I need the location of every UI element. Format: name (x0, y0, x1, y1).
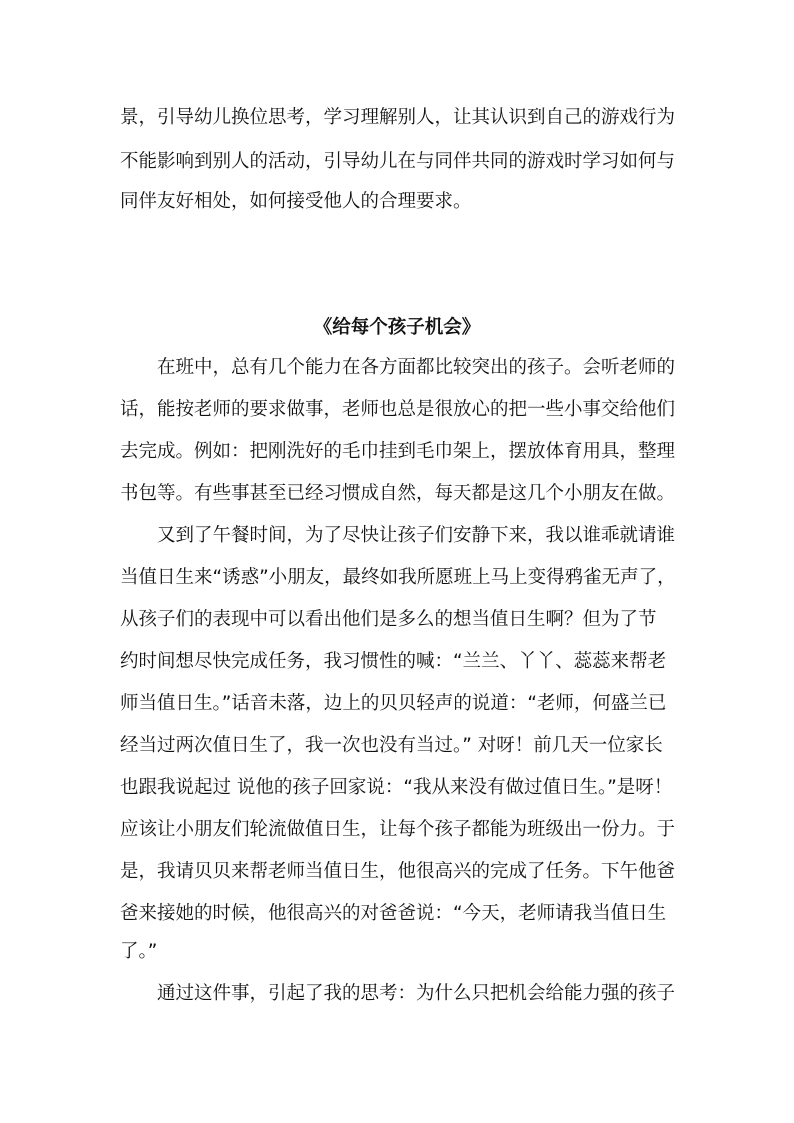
body-line: 当值日生来“诱惑”小朋友，最终如我所愿班上马上变得鸦雀无声了， (120, 567, 676, 588)
intro-line: 不能影响到别人的活动，引导幼儿在与同伴共同的游戏时学习如何与 (120, 151, 676, 172)
body-line: 从孩子们的表现中可以看出他们是多么的想当值日生啊？但为了节 (120, 609, 657, 630)
body-line: 去完成。例如：把刚洗好的毛巾挂到毛巾架上，摆放体育用具，整理 (120, 441, 676, 462)
body-line: 又到了午餐时间，为了尽快让孩子们安静下来，我以谁乖就请谁 (120, 525, 676, 546)
body-line: 经当过两次值日生了，我一次也没有当过。” 对呀！前几天一位家长 (120, 735, 663, 756)
body-line: 书包等。有些事甚至已经习惯成自然，每天都是这几个小朋友在做。 (120, 483, 676, 504)
body-line: 在班中，总有几个能力在各方面都比较突出的孩子。会听老师的 (120, 357, 676, 378)
body-line: 也跟我说起过 说他的孩子回家说：“我从来没有做过值日生。”是呀！ (120, 777, 673, 798)
article-title: 《给每个孩子机会》 (313, 317, 481, 338)
body-line: 话，能按老师的要求做事，老师也总是很放心的把一些小事交给他们 (120, 399, 676, 420)
body-line: 了。” (120, 941, 158, 962)
body-line: 师当值日生。”话音未落，边上的贝贝轻声的说道：“老师，何盛兰已 (120, 693, 667, 714)
body-line: 爸来接她的时候，他很高兴的对爸爸说：“今天，老师请我当值日生 (120, 903, 667, 924)
body-line: 应该让小朋友们轮流做值日生，让每个孩子都能为班级出一份力。于 (120, 819, 676, 840)
body-line: 是，我请贝贝来帮老师当值日生，他很高兴的完成了任务。下午他爸 (120, 861, 676, 882)
intro-line: 同伴友好相处，如何接受他人的合理要求。 (120, 191, 472, 212)
body-line: 约时间想尽快完成任务，我习惯性的喊：“兰兰、丫丫、蕊蕊来帮老 (120, 651, 667, 672)
intro-line: 景，引导幼儿换位思考，学习理解别人，让其认识到自己的游戏行为 (120, 107, 676, 128)
body-line: 通过这件事，引起了我的思考：为什么只把机会给能力强的孩子 (120, 983, 676, 1004)
